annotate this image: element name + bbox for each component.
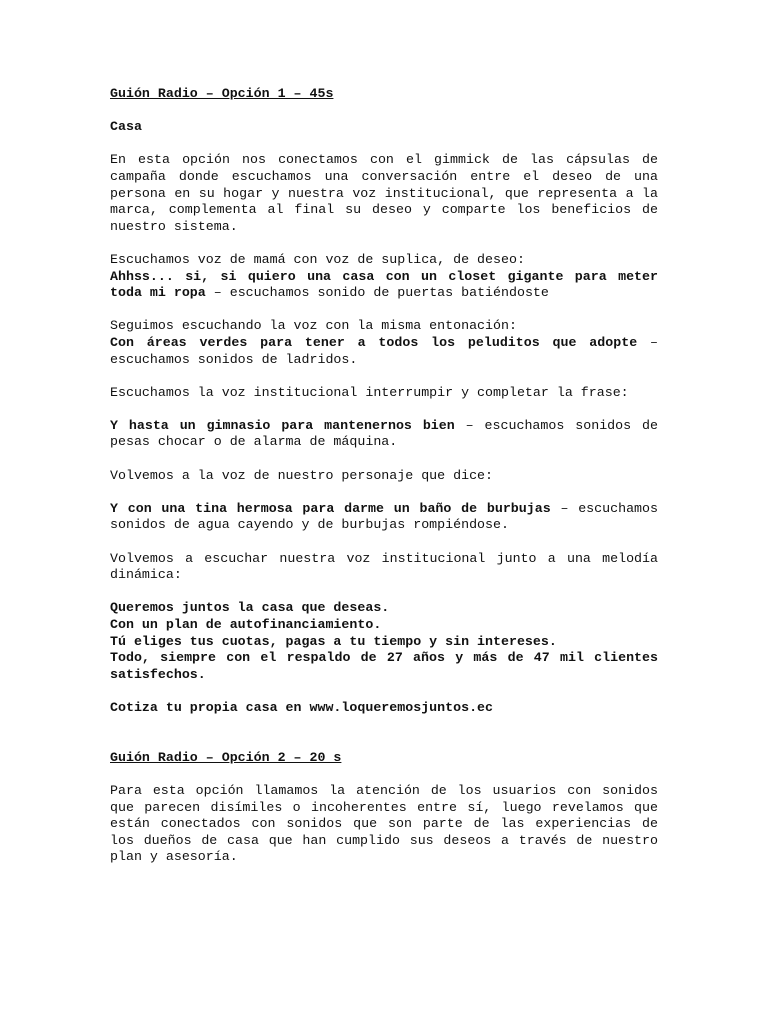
paragraph-6-bold: Y con una tina hermosa para darme un baño de burbujas	[110, 500, 551, 516]
closing-line-2: Con un plan de autofinanciamiento.	[110, 617, 382, 632]
paragraph-4-bold: Y hasta un gimnasio para mantenernos bien	[110, 417, 455, 433]
option1-paragraph-6	[110, 501, 658, 534]
paragraph-4-tail: – escuchamos sonidos de pesas chocar o de alarma de máquina.	[110, 417, 658, 450]
option1-cta: Cotiza tu propia casa en www.loqueremosjuntos.ec	[110, 699, 494, 715]
option1-paragraph-2	[110, 318, 658, 368]
closing-line-1: Queremos juntos la casa que deseas.	[110, 600, 390, 616]
paragraph-1-tail: – escuchamos sonido de puertas batiéndoste	[213, 285, 549, 301]
section-spacer	[110, 733, 658, 750]
paragraph-6-tail: – escuchamos sonidos de agua cayendo y de burbujas rompiéndose.	[110, 500, 658, 533]
option1-paragraph-5: Volvemos a la voz de nuestro personaje que dice:	[110, 467, 494, 483]
option2-heading: Guión Radio – Opción 2 – 20 s	[110, 749, 342, 765]
option1-intro: En esta opción nos conectamos con el gimmick de las cápsulas de campaña donde escuchamos una conversación entre el deseo de una persona en su hogar y nuestra voz institucional, que representa a la marca, complementa al final su deseo y comparte los beneficios de nuestro sistema.	[110, 152, 658, 234]
closing-line-4: Todo, siempre con el respaldo de 27 años y más de 47 mil clientes satisfechos.	[110, 650, 658, 682]
option1-label: Casa	[110, 119, 142, 135]
option1-paragraph-7: Volvemos a escuchar nuestra voz institucional junto a una melodía dinámica:	[110, 550, 658, 583]
option1-paragraph-3: Escuchamos la voz institucional interrumpir y completar la frase:	[110, 384, 629, 400]
document-page	[110, 86, 658, 883]
paragraph-2-bold: Con áreas verdes para tener a todos los peluditos que adopte	[110, 334, 638, 350]
option2-intro: Para esta opción llamamos la atención de los usuarios con sonidos que parecen disímiles o incoherentes entre sí, luego revelamos que están conectados con sonidos que son parte de las experiencias de los dueños de casa que han cumplido sus deseos a través de nuestro plan y asesoría.	[110, 782, 658, 865]
paragraph-2-tail: – escuchamos sonidos de ladridos.	[110, 334, 658, 367]
option1-closing	[110, 600, 658, 683]
option1-paragraph-1	[110, 252, 658, 302]
closing-line-3: Tú eliges tus cuotas, pagas a tu tiempo y sin intereses.	[110, 633, 557, 649]
option1-paragraph-4	[110, 418, 658, 451]
paragraph-1-lead: Escuchamos voz de mamá con voz de suplica, de deseo:	[110, 251, 525, 267]
option1-heading: Guión Radio – Opción 1 – 45s	[110, 86, 334, 101]
paragraph-1-bold: Ahhss... si, si quiero una casa con un closet gigante para meter toda mi ropa	[110, 268, 658, 301]
paragraph-2-lead: Seguimos escuchando la voz con la misma entonación:	[110, 318, 517, 334]
